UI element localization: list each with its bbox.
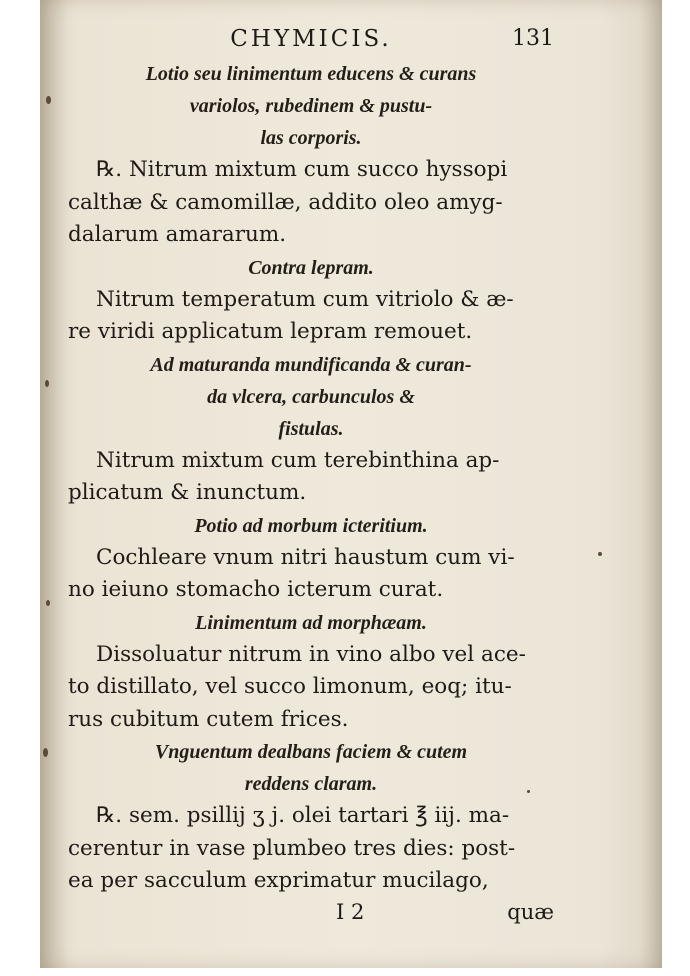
section-text <box>68 284 554 349</box>
text-line: ea per sacculum exprimatur mucilago, <box>68 868 489 893</box>
text-line: rus cubitum cutem frices. <box>68 706 349 732</box>
ink-speck <box>45 380 49 387</box>
text-line: no ieiuno stomacho icterum curat. <box>68 577 444 602</box>
text-block <box>68 24 554 934</box>
ink-speck <box>46 600 50 606</box>
heading-line: reddens claram. <box>244 773 378 795</box>
heading-line: variolos, rubedinem & pustu- <box>189 95 433 117</box>
section-text <box>68 445 554 510</box>
book-page <box>40 0 662 968</box>
page-gutter-shadow <box>40 0 68 968</box>
section-heading <box>68 349 554 445</box>
text-line: Dissoluatur nitrum in vino albo vel ace- <box>96 641 526 667</box>
recipe-section <box>68 510 554 607</box>
recipe-section <box>68 58 554 252</box>
ink-speck <box>527 790 530 793</box>
recipe-section <box>68 607 554 737</box>
section-text <box>68 800 554 898</box>
page-footer <box>68 900 554 934</box>
ink-speck <box>43 748 48 757</box>
heading-line: las corporis. <box>260 127 362 149</box>
recipe-section <box>68 736 554 898</box>
page-edge-shadow <box>640 0 662 968</box>
section-heading <box>68 58 554 154</box>
running-head: CHYMICIS. <box>230 26 392 52</box>
text-line: dalarum amararum. <box>68 222 287 247</box>
section-heading <box>68 510 554 542</box>
heading-line: Potio ad morbum icteritium. <box>194 514 428 537</box>
text-line: cerentur in vase plumbeo tres dies: post- <box>68 835 516 861</box>
heading-line: Ad maturanda mundificanda & curan- <box>150 353 472 376</box>
page-header <box>68 24 554 58</box>
heading-line: da vlcera, carbunculos & <box>207 385 415 408</box>
catchword: quæ <box>507 899 554 924</box>
text-line: ℞. sem. psillij ʒ j. olei tartari ℥ iij. ma- <box>96 803 510 828</box>
heading-line: Vnguentum dealbans faciem & cutem <box>154 741 468 763</box>
page-number: 131 <box>512 26 554 51</box>
text-line: Nitrum mixtum cum terebinthina ap- <box>96 447 500 473</box>
recipe-section <box>68 349 554 510</box>
text-line: calthæ & camomillæ, addito oleo amyg- <box>68 189 503 215</box>
section-text <box>68 639 554 737</box>
text-line: ℞. Nitrum mixtum cum succo hyssopi <box>96 157 508 182</box>
heading-line: fistulas. <box>278 417 344 440</box>
signature-mark: I 2 <box>336 899 365 924</box>
text-line: to distillato, vel succo limonum, eoq; itu- <box>68 674 512 699</box>
heading-line: Contra lepram. <box>248 256 374 279</box>
ink-speck <box>598 552 602 556</box>
section-text <box>68 542 554 607</box>
heading-line: Lotio seu linimentum educens & curans <box>145 63 477 85</box>
text-line: Nitrum temperatum cum vitriolo & æ- <box>96 286 514 312</box>
recipe-section <box>68 252 554 349</box>
heading-line: Linimentum ad morphæam. <box>195 611 427 634</box>
ink-speck <box>46 96 51 104</box>
section-text <box>68 154 554 252</box>
text-line: re viridi applicatum lepram remouet. <box>68 319 473 344</box>
section-heading <box>68 252 554 284</box>
section-heading <box>68 736 554 800</box>
text-line: plicatum & inunctum. <box>68 480 307 505</box>
section-heading <box>68 607 554 639</box>
text-line: Cochleare vnum nitri haustum cum vi- <box>96 544 515 570</box>
